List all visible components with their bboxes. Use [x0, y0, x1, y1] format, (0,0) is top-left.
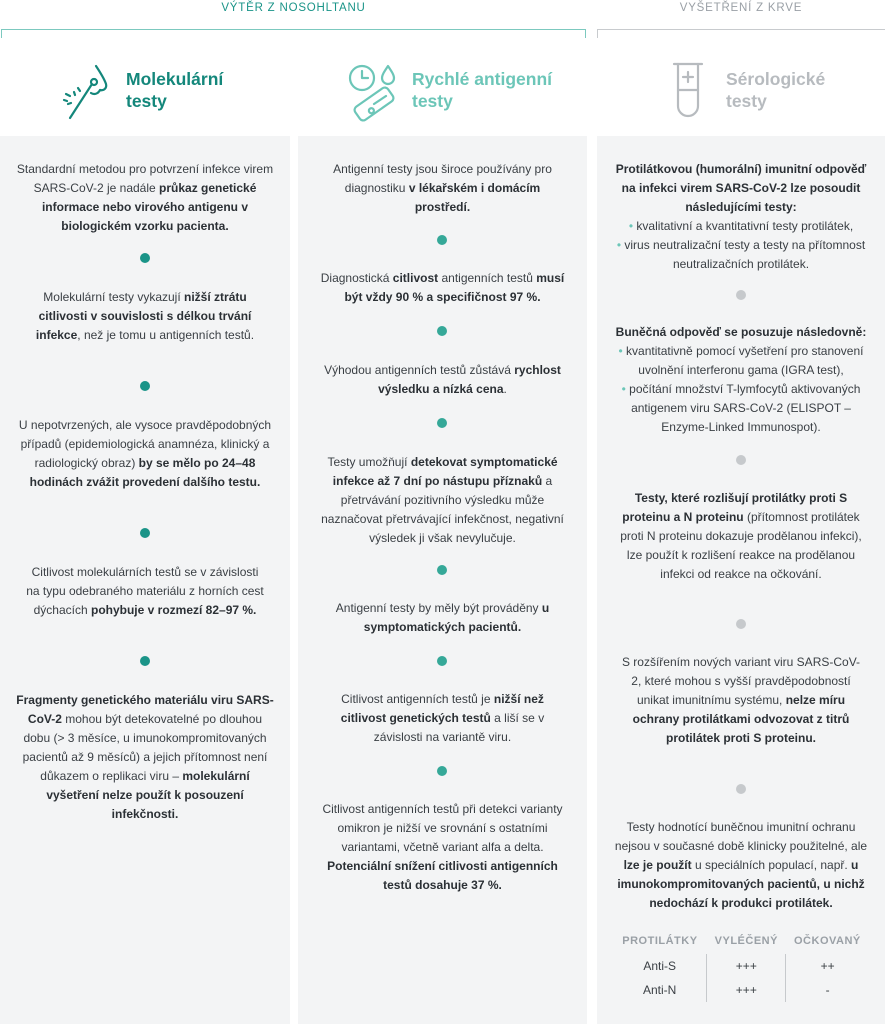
text: kvantitativně pomocí vyšetření pro stanovení uvolnění interferonu gama (IGRA test), — [626, 344, 864, 377]
antigen-paragraph-7 — [320, 800, 565, 895]
separator-dot — [736, 455, 746, 465]
text: virus neutralizační testy a testy na přítomnost neutralizačních protilátek. — [624, 238, 866, 271]
molecular-paragraph-5 — [14, 691, 276, 824]
serology-paragraph-4 — [621, 653, 861, 748]
text: Výhodou antigenních testů zůstává — [324, 363, 515, 377]
text-bold: nelze míru ochrany protilátkami odvozovat z titrů protilátek proti S proteinu. — [632, 693, 850, 745]
column-header-molecular — [56, 52, 296, 128]
column-antigen — [298, 136, 587, 1024]
text-bold: molekulární vyšetření nelze použít k posouzení infekčnosti. — [46, 769, 250, 821]
nasal-swab-icon — [56, 58, 120, 122]
text: a přetrvávání pozitivního výsledku může naznačovat přetrvávající infekčnost, negativní výsledek ji však nevylučuje. — [321, 474, 564, 545]
bullet-icon: • — [628, 219, 634, 233]
text-bold: Testy, které rozlišují protilátky proti S proteinu a N proteinu — [622, 491, 848, 524]
bullet-icon: • — [616, 238, 622, 252]
separator-dot — [736, 619, 746, 629]
antigen-paragraph-4 — [316, 453, 569, 548]
separator-dot — [437, 565, 447, 575]
text-bold: u imunokompromitovaných pacientů, u nichž nedochází k produkci protilátek. — [617, 858, 865, 910]
text-bold: Potenciální snížení citlivosti antigenních testů dosahuje 37 %. — [327, 859, 558, 892]
table-cell: ++ — [820, 959, 835, 973]
section-label-blood: VYŠETŘENÍ Z KRVE — [679, 2, 803, 14]
column-title-antigen-line1: Rychlé antigenní — [412, 69, 553, 89]
section-label-nasopharyngeal: VÝTĚR Z NOSOHLTANU — [221, 2, 366, 14]
text: , než je tomu u antigenních testů. — [77, 328, 255, 342]
text-bold: průkaz genetické informace nebo virového antigenu v biologickém vzorku pacienta. — [41, 181, 257, 233]
text-bold: nižší ztrátu citlivosti v souvislosti s délkou trvání infekce — [35, 290, 252, 342]
separator-dot — [437, 656, 447, 666]
bullet-icon: • — [621, 382, 626, 396]
column-title-serology-line1: Sérologické — [726, 69, 826, 89]
column-title-molecular-line1: Molekulární — [126, 69, 224, 89]
serology-paragraph-1 — [615, 160, 867, 274]
text-bold: detekovat symptomatické infekce až 7 dní po nástupu příznaků — [332, 455, 558, 488]
text-bold: Buněčná odpověď se posuzuje následovně: — [615, 325, 867, 339]
text: počítání množství T-lymfocytů aktivovaných antigenem viru SARS-CoV-2 (ELISPOT – Enzyme-Linked Immunospot). — [629, 382, 861, 434]
column-title-serology-line2: testy — [726, 91, 767, 111]
text: Citlivost antigenních testů při detekci varianty omikron je nižší ve srovnání s ostatními variantami, včetně variant alfa a delta. — [322, 802, 563, 854]
table-cell: +++ — [707, 954, 786, 978]
text: kvalitativní a kvantitativní testy protilátek, — [636, 219, 854, 233]
text-bold: musí být vždy 90 % a specifičnost 97 %. — [344, 271, 565, 304]
column-serology — [597, 136, 885, 1024]
antigen-paragraph-5 — [324, 599, 561, 637]
text: Antigenní testy jsou široce používány pro diagnostiku — [333, 162, 552, 195]
section-bracket-right — [597, 29, 885, 38]
table-cell: - — [825, 983, 830, 997]
text: Citlivost antigenních testů je — [341, 692, 494, 706]
antigen-paragraph-3 — [314, 361, 571, 399]
table-cell: +++ — [707, 978, 786, 1002]
text: Antigenní testy by měly být prováděny — [335, 601, 542, 615]
column-title-antigen-line2: testy — [412, 91, 453, 111]
text: u speciálních populací, např. — [691, 858, 852, 872]
separator-dot — [437, 418, 447, 428]
text-bold: lze je použít — [623, 858, 692, 872]
text: Citlivost molekulárních testů se v závislosti na typu odebraného materiálu z horních cest dýchacích — [26, 565, 264, 617]
text-bold: v lékařském i domácím prostředí. — [408, 181, 541, 214]
separator-dot — [140, 381, 150, 391]
table-row — [613, 978, 869, 1002]
text: Standardní metodou pro potvrzení infekce virem SARS-CoV-2 je nadále — [16, 162, 274, 195]
table-header: OČKOVANÝ — [794, 935, 861, 947]
text-bold: u symptomatických pacientů. — [363, 601, 550, 634]
section-bracket-left — [1, 29, 586, 38]
separator-dot — [437, 235, 447, 245]
separator-dot — [736, 290, 746, 300]
bullet-icon: • — [618, 344, 623, 358]
molecular-paragraph-3 — [14, 416, 276, 492]
molecular-paragraph-2 — [30, 288, 260, 345]
text: S rozšířením nových variant viru SARS-CoV-2, které mohou s vyšší pravděpodobností unikat imunitnímu systému, — [621, 655, 861, 707]
separator-dot — [736, 784, 746, 794]
text: (přítomnost protilátek proti N proteinu dokazuje prodělanou infekci), lze použít k rozlišení reakce na prodělanou infekci od reakce na očkování. — [620, 510, 862, 581]
text: mohou být detekovatelné po dlouhou dobu (> 3 měsíce, u imunokompromitovaných pacientů až 9 měsíců) a jejich přítomnost není důkazem o replikaci viru – — [22, 712, 268, 783]
column-header-serology — [656, 52, 885, 128]
molecular-paragraph-4 — [24, 563, 266, 620]
table-cell: Anti-N — [643, 983, 677, 997]
separator-dot — [437, 326, 447, 336]
text: antigenních testů — [438, 271, 537, 285]
text-bold: pohybuje v rozmezí 82–97 %. — [90, 603, 257, 617]
antigen-paragraph-6 — [332, 690, 553, 747]
text-bold: Protilátkovou (humorální) imunitní odpověď na infekci virem SARS-CoV-2 lze posoudit následujícími testy: — [615, 162, 867, 214]
text-bold: Fragmenty genetického materiálu viru SARS-CoV-2 — [16, 693, 274, 726]
table-header-row — [613, 928, 869, 954]
separator-dot — [437, 766, 447, 776]
column-title-molecular-line2: testy — [126, 91, 167, 111]
serology-paragraph-5 — [611, 818, 871, 913]
antigen-paragraph-1 — [328, 160, 557, 217]
separator-dot — [140, 656, 150, 666]
text-bold: citlivost — [392, 271, 439, 285]
test-tube-icon — [656, 58, 720, 122]
text: U nepotvrzených, ale vysoce pravděpodobných případů (epidemiologická anamnéza, klinický a radiologický obraz) — [18, 418, 272, 470]
text-bold: by se mělo po 24–48 hodinách zvážit provedení dalšího testu. — [29, 456, 261, 489]
table-header: VYLÉČENÝ — [714, 935, 778, 947]
molecular-paragraph-1 — [14, 160, 276, 236]
text-bold: rychlost výsledku a nízká cena — [378, 363, 561, 396]
column-molecular — [0, 136, 290, 1024]
separator-dot — [140, 253, 150, 263]
table-row — [613, 954, 869, 978]
antibody-table — [613, 928, 869, 1002]
text: Molekulární testy vykazují — [43, 290, 185, 304]
column-header-antigen — [342, 52, 582, 128]
text: Testy hodnotící buněčnou imunitní ochranu nejsou v současné době klinicky použitelné, ale — [614, 820, 868, 853]
table-cell: Anti-S — [643, 959, 677, 973]
antigen-paragraph-2 — [320, 269, 565, 307]
text: a liší se v závislosti na variantě viru. — [373, 711, 545, 744]
serology-paragraph-3 — [615, 489, 867, 584]
text-bold: nižší než citlivost genetických testů — [340, 692, 544, 725]
serology-paragraph-2 — [607, 323, 875, 437]
text: Diagnostická — [320, 271, 393, 285]
text: . — [503, 382, 507, 396]
text: Testy umožňují — [327, 455, 411, 469]
separator-dot — [140, 528, 150, 538]
table-header: PROTILÁTKY — [622, 935, 698, 947]
antigen-test-icon — [342, 58, 406, 122]
